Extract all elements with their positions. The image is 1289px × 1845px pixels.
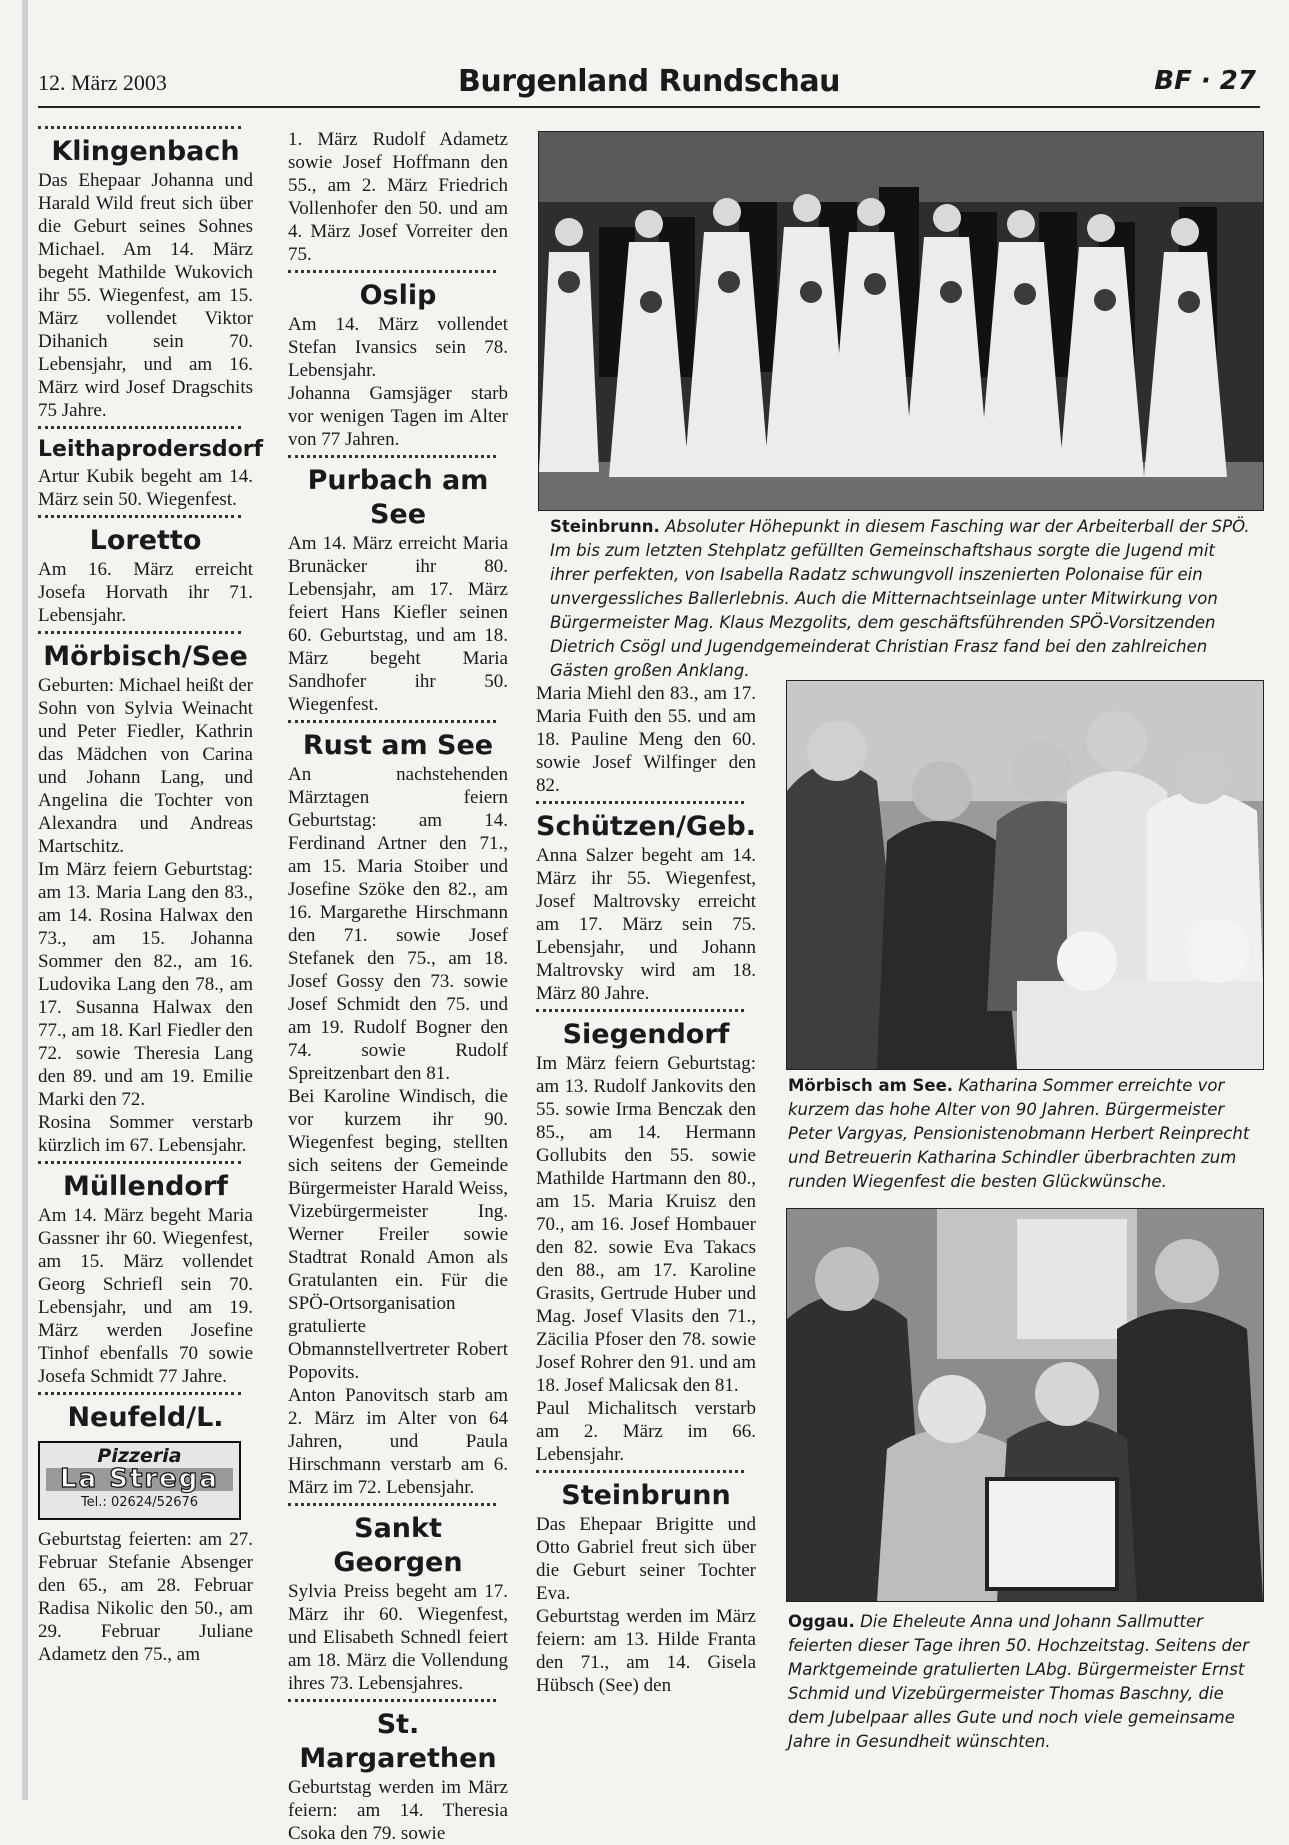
column-1 (38, 122, 264, 1666)
divider (38, 515, 241, 518)
text-oslip-1: Am 14. März vollendet Stefan Ivansics sein 78. Lebensjahr. (288, 314, 508, 381)
ad-pizzeria: Pizzeria (97, 1445, 182, 1467)
divider (38, 1161, 241, 1164)
newspaper-title: Burgenland Rundschau (458, 64, 840, 99)
text-muellendorf: Am 14. März begeht Maria Gassner ihr 60. Wiegenfest, am 15. März vollendet Georg Schriefl sein 70. Lebensjahr, und am 19. März werden Josefine Tinhof ebenfalls 70 sowie Josefa Schmidt 77 Jahre. (38, 1205, 253, 1387)
text-oslip-2: Johanna Gamsjäger starb vor wenigen Tagen im Alter von 77 Jahren. (288, 383, 508, 450)
caption-place-oggau: Oggau. (788, 1612, 855, 1631)
caption-text-steinbrunn: Absoluter Höhepunkt in diesem Fasching war der Arbeiterball der SPÖ. Im bis zum letzten Stehplatz gefüllten Gemeinschaftshaus sorgte die Jugend mit ihrer perfekten, von Isabella Radatz schwungvoll inszenierten Polonaise für ein unvergessliches Ballerlebnis. Auch die Mitternachtseinlage unter Mitwirkung von Bürgermeister Mag. Klaus Mezgolits, dem geschäftsführenden SPÖ-Vorsitzenden Dietrich Csögl und Jugendgemeinderat Christian Frasz fand bei den zahlreichen Gästen großen Anklang. (550, 517, 1250, 680)
column-2 (288, 128, 508, 1845)
caption-text-oggau: Die Eheleute Anna und Johann Sallmutter feierten dieser Tage ihren 50. Hochzeitstag. Seitens der Marktgemeinde gratulierten LAbg. Bürgermeister Ernst Schmid und Vizebürgermeister Thomas Baschny, die dem Jubelpaar alles Gute und noch viele gemeinsame Jahre in Gesundheit wünschten. (788, 1612, 1249, 1751)
text-siegendorf-2: Paul Michalitsch verstarb am 2. März im 66. Lebensjahr. (536, 1398, 756, 1465)
caption-steinbrunn (550, 515, 1256, 683)
heading-neufeld: Neufeld/L. (67, 1402, 224, 1433)
column-3 (536, 682, 756, 1697)
text-siegendorf-1: Im März feiern Geburtstag: am 13. Rudolf Jankovits den 55. sowie Irma Benczak den 85., am 14. Hermann Gollubits den 55. sowie Mathilde Hartmann den 80., am 15. Maria Kruisz den 70., am 16. Josef Hombauer den 82. sowie Eva Takacs den 88., am 17. Karoline Grasits, Gertrude Huber und Mag. Josef Vlasits den 71., Zäcilia Pfoser den 78. sowie Josef Rohrer den 91. und am 18. Josef Malicsak den 81. (536, 1053, 756, 1396)
ad-phone: Tel.: 02624/52676 (80, 1495, 199, 1510)
divider (536, 1009, 744, 1012)
heading-st-margarethen: St. Margarethen (299, 1709, 497, 1774)
divider (288, 1699, 496, 1702)
ball-illustration (539, 132, 1263, 510)
ad-name: La Strega (46, 1468, 233, 1491)
caption-oggau (788, 1610, 1262, 1754)
page-edge (22, 0, 28, 1800)
heading-schuetzen: Schützen/Geb. (536, 811, 756, 842)
heading-purbach: Purbach am See (307, 465, 489, 530)
photo-moerbisch (786, 680, 1264, 1070)
divider (536, 801, 744, 804)
divider (38, 126, 241, 129)
heading-leithaprodersdorf: Leithaprodersdorf (38, 437, 264, 462)
heading-rust: Rust am See (302, 730, 494, 761)
heading-muellendorf: Müllendorf (62, 1171, 229, 1202)
text-moerbisch-3: Rosina Sommer verstarb kürzlich im 67. Lebensjahr. (38, 1112, 253, 1156)
heading-oslip: Oslip (359, 280, 437, 311)
moerbisch-illustration (787, 681, 1263, 1069)
divider (38, 1392, 241, 1395)
text-leithaprodersdorf: Artur Kubik begeht am 14. März sein 50. Wiegenfest. (38, 466, 253, 510)
divider (288, 720, 496, 723)
text-sankt-georgen: Sylvia Preiss begeht am 17. März ihr 60. Wiegenfest, und Elisabeth Schnedl feiert am 18. März die Vollendung ihres 73. Lebensjahres. (288, 1581, 508, 1694)
heading-siegendorf: Siegendorf (562, 1019, 730, 1050)
photo-steinbrunn-ball (538, 131, 1264, 511)
divider (288, 455, 496, 458)
divider (536, 1470, 744, 1473)
heading-loretto: Loretto (89, 525, 202, 556)
text-steinbrunn-1: Das Ehepaar Brigitte und Otto Gabriel freut sich über die Geburt seiner Tochter Eva. (536, 1514, 756, 1604)
text-rust-1: An nachstehenden Märztagen feiern Geburtstag: am 14. Ferdinand Artner den 71., am 15. Maria Stoiber und Josefine Szöke den 82., am 16. Margarethe Hirschmann den 71. sowie Josef Stefanek den 75., am 18. Josef Gossy den 73. sowie Josef Schmidt den 75. und am 19. Rudolf Bogner den 74. sowie Rudolf Spreitzenbart den 81. (288, 764, 508, 1084)
page-number: BF · 27 (1154, 66, 1256, 96)
caption-moerbisch (788, 1074, 1262, 1194)
text-schuetzen: Anna Salzer begeht am 14. März ihr 55. Wiegenfest, Josef Maltrovsky erreicht am 17. März sein 75. Lebensjahr, und Johann Maltrovsky wird am 18. März 80 Jahre. (536, 845, 756, 1004)
text-steinbrunn-2: Geburtstag werden im März feiern: am 13. Hilde Franta den 71., am 14. Gisela Hübsch (See) den (536, 1606, 756, 1696)
text-klingenbach: Das Ehepaar Johanna und Harald Wild freut sich über die Geburt seines Sohnes Michael. Am 14. März begeht Mathilde Wukovich ihr 55. Wiegenfest, am 15. März vollendet Viktor Dihanich sein 70. Lebensjahr, und am 16. März wird Josef Dragschits 75 Jahre. (38, 170, 253, 421)
divider (38, 426, 241, 429)
divider (288, 1503, 496, 1506)
text-purbach: Am 14. März erreicht Maria Brunäcker ihr 80. Lebensjahr, am 17. März feiert Hans Kiefler seinen 60. Geburtstag, und am 18. März begeht Maria Sandhofer ihr 50. Wiegenfest. (288, 533, 508, 715)
divider (38, 631, 241, 634)
text-neufeld-cont: 1. März Rudolf Adametz sowie Josef Hoffmann den 55., am 2. März Friedrich Vollenhofer den 50. und am 4. März Josef Vorreiter den 75. (288, 129, 508, 265)
text-st-margarethen-cont: Maria Miehl den 83., am 17. Maria Fuith den 55. und am 18. Pauline Meng den 60. sowie Josef Wilfinger den 82. (536, 683, 756, 796)
heading-moerbisch: Mörbisch/See (43, 641, 248, 672)
divider (288, 270, 496, 273)
heading-klingenbach: Klingenbach (51, 136, 240, 167)
text-rust-2: Bei Karoline Windisch, die vor kurzem ihr 90. Wiegenfest beging, stellten sich seitens der Gemeinde Bürgermeister Harald Weiss, Vizebürgermeister Ing. Werner Freiler sowie Stadtrat Ronald Amon als Gratulanten ein. Für die SPÖ-Ortsorganisation gratulierte Obmannstellvertreter Robert Popovits. (288, 1086, 508, 1383)
caption-place-moerbisch: Mörbisch am See. (788, 1076, 954, 1095)
text-rust-3: Anton Panovitsch starb am 2. März im Alter von 64 Jahren, und Paula Hirschmann verstarb am 6. März im 72. Lebensjahr. (288, 1385, 508, 1498)
photo-oggau (786, 1208, 1264, 1602)
text-st-margarethen: Geburtstag werden im März feiern: am 14. Theresia Csoka den 79. sowie (288, 1777, 508, 1844)
text-moerbisch-2: Im März feiern Geburtstag: am 13. Maria Lang den 83., am 14. Rosina Halwax den 73., am 15. Johanna Sommer den 82., am 16. Ludovika Lang den 78., am 17. Susanna Halwax den 77., am 18. Karl Fiedler den 72. sowie Theresia Lang den 89. und am 19. Emilie Marki den 72. (38, 859, 253, 1110)
caption-place-steinbrunn: Steinbrunn. (550, 517, 660, 536)
text-loretto: Am 16. März erreicht Josefa Horvath ihr 71. Lebensjahr. (38, 559, 253, 626)
page-header (38, 62, 1260, 108)
text-neufeld: Geburtstag feierten: am 27. Februar Stefanie Absenger den 65., am 28. Februar Radisa Nikolic den 50., am 29. Februar Juliane Adametz den 75., am (38, 1529, 253, 1665)
issue-date: 12. März 2003 (38, 70, 167, 95)
text-moerbisch-1: Geburten: Michael heißt der Sohn von Sylvia Weinacht und Peter Fiedler, Kathrin das Mädchen von Carina und Johann Lang, und Angelina die Tochter von Alexandra und Andreas Martschitz. (38, 675, 253, 857)
pizzeria-ad (38, 1441, 241, 1520)
heading-sankt-georgen: Sankt Georgen (333, 1513, 463, 1578)
caption-text-moerbisch: Katharina Sommer erreichte vor kurzem das hohe Alter von 90 Jahren. Bürgermeister Peter Vargyas, Pensionistenobmann Herbert Reinprecht und Betreuerin Katharina Schindler überbrachten zum runden Wiegenfest die besten Glückwünsche. (788, 1076, 1250, 1191)
oggau-illustration (787, 1209, 1263, 1601)
heading-steinbrunn: Steinbrunn (561, 1480, 731, 1511)
